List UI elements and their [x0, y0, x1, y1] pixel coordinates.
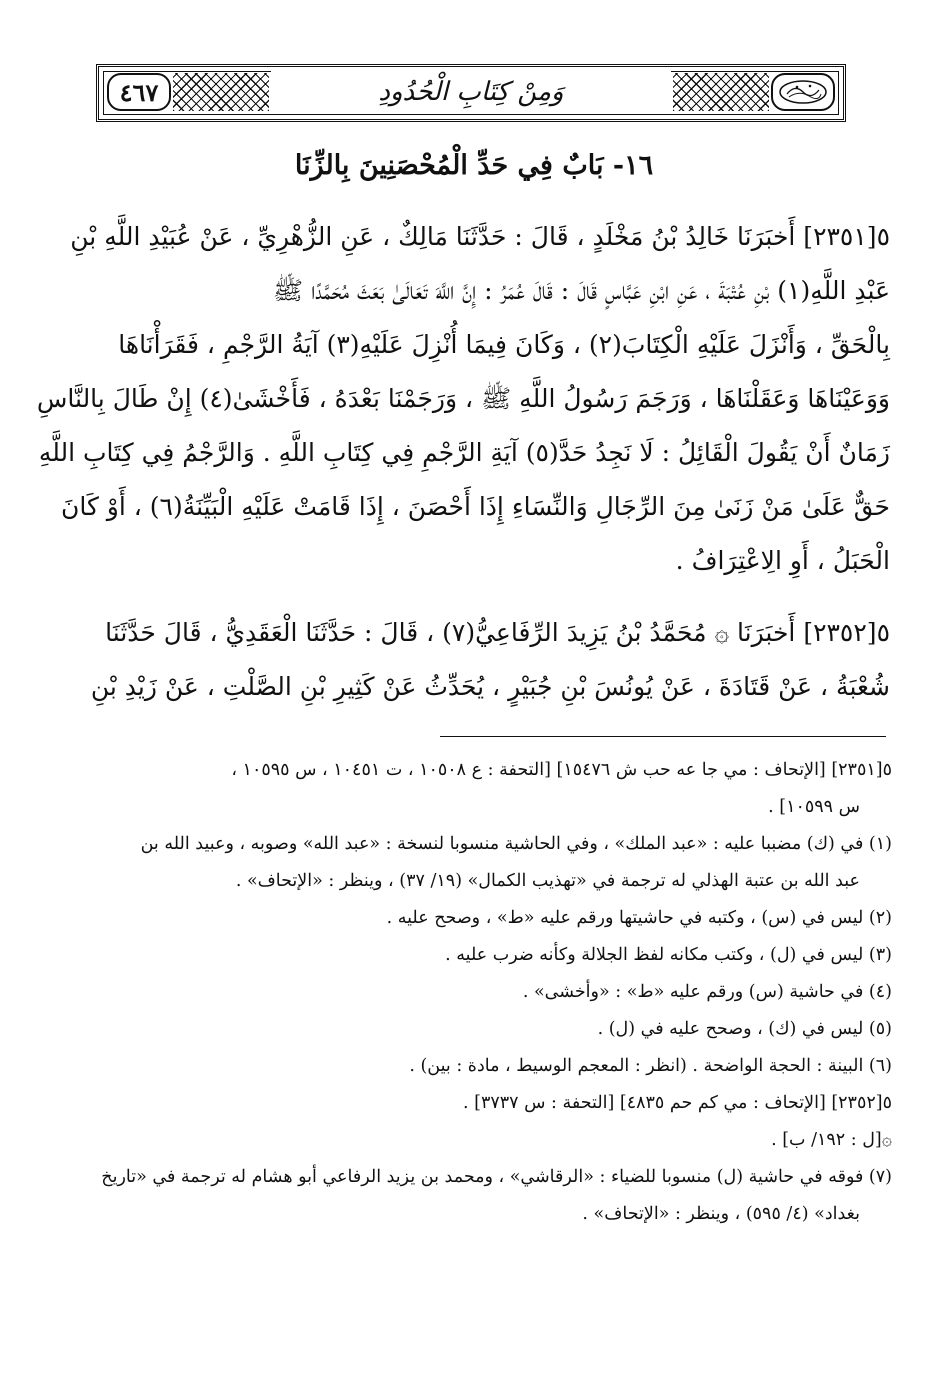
footnote-line: ٥[٢٣٥٢] [الإتحاف : مي كم حم ٤٨٣٥] [التحفة : س ٣٧٣٧] . [463, 1093, 892, 1113]
hadith-line: وَوَعَيْنَاهَا وَعَقَلْنَاهَا ، وَرَجَمَ رَسُولُ اللَّهِ ﷺ ، وَرَجَمْنَا بَعْدَهُ ، فَأَخْشَىٰ(٤) إِنْ طَالَ بِالنَّاسِ [36, 384, 890, 413]
hadith-line: شُعْبَةُ ، عَنْ قَتَادَةَ ، عَنْ يُونُسَ بْنِ جُبَيْرٍ ، يُحَدِّثُ عَنْ كَثِيرِ بْنِ الصَّلْتِ ، عَنْ زَيْدِ بْنِ [90, 672, 890, 701]
hadith-line: بِالْحَقِّ ، وَأَنْزَلَ عَلَيْهِ الْكِتَابَ(٢) ، وَكَانَ فِيمَا أُنْزِلَ عَلَيْهِ(٣) آيَةُ الرَّجْمِ ، فَقَرَأْنَاهَا [118, 330, 890, 359]
seal-logo-icon [777, 78, 829, 106]
footnote-divider [440, 736, 886, 737]
hadith-2352 [90, 606, 890, 714]
hadith-line: ٥[٢٣٥٢] أَخبَرَنَا ۞ مُحَمَّدُ بْنُ يَزِيدَ الرِّفَاعِيُّ(٧) ، قَالَ : حَدَّثَنَا الْعَقَدِيُّ ، قَالَ حَدَّثَنَا [105, 618, 890, 647]
page-number: ٤٦٧ [107, 73, 171, 111]
publisher-seal-logo [771, 73, 835, 111]
header-ornament-left [173, 73, 269, 111]
footnotes [86, 752, 892, 1233]
header-ornament-right [673, 73, 769, 111]
chapter-heading: ١٦- بَابٌ فِي حَدِّ الْمُحْصَنِينَ بِالزِّنَا [294, 150, 654, 181]
footnote-line: عبد الله بن عتبة الهذلي له ترجمة في «تهذيب الكمال» (١٩/ ٣٧) ، وينظر : «الإتحاف» . [235, 871, 860, 891]
hadith-2351 [36, 210, 890, 588]
footnote-line: (٧) فوقه في حاشية (ل) منسوبا للضياء : «الرقاشي» ، ومحمد بن يزيد الرفاعي أبو هشام له ترجمة في «تاريخ [101, 1167, 892, 1187]
hadith-line: حَقٌّ عَلَىٰ مَنْ زَنَىٰ مِنَ الرِّجَالِ وَالنِّسَاءِ إِذَا أَحْصَنَ ، إِذَا قَامَتْ عَلَيْهِ الْبَيِّنَةُ(٦) ، أَوْ كَانَ [60, 492, 890, 521]
footnote-line: بغداد» (٤/ ٥٩٥) ، وينظر : «الإتحاف» . [582, 1204, 860, 1224]
footnote-line: س ١٠٥٩٩] . [768, 797, 860, 817]
section-title: وَمِنْ كِتَابِ الْحُدُودِ [271, 70, 671, 114]
page-header [96, 64, 846, 122]
hadith-line: ٥[٢٣٥١] أَخبَرَنَا خَالِدُ بْنُ مَخْلَدٍ ، قَالَ : حَدَّثَنَا مَالِكٌ ، عَنِ الزُّهْرِيِّ ، عَنْ عُبَيْدِ اللَّهِ بْنِ [70, 222, 890, 251]
hadith-line: زَمَانٌ أَنْ يَقُولَ الْقَائِلُ : لَا نَجِدُ حَدَّ(٥) آيَةِ الرَّجْمِ فِي كِتَابِ اللَّهِ . وَالرَّجْمُ فِي كِتَابِ اللَّهِ [38, 438, 890, 467]
footnote-line: (٤) في حاشية (س) ورقم عليه «ط» : «وأخشى» . [522, 982, 892, 1002]
footnote-line: ۞[ل : ١٩٢/ ب] . [771, 1130, 892, 1150]
footnote-line: (٣) ليس في (ل) ، وكتب مكانه لفظ الجلالة وكأنه ضرب عليه . [445, 945, 892, 965]
footnote-line: (٦) البينة : الحجة الواضحة . (انظر : المعجم الوسيط ، مادة : بين) . [409, 1056, 892, 1076]
footnote-line: (١) في (ك) مضببا عليه : «عبد الملك» ، وفي الحاشية منسوبا لنسخة : «عبد الله» وصوبه ، وعبيد الله بن [140, 834, 892, 854]
footnote-line: ٥[٢٣٥١] [الإتحاف : مي جا عه حب ش ١٥٤٧٦] [التحفة : ع ١٠٥٠٨ ، ت ١٠٤٥١ ، س ١٠٥٩٥ ، [231, 760, 892, 780]
hadith-line: عَبْدِ اللَّهِ(١) بْنِ عُتْبَةَ ، عَنِ ابْنِ عَبَّاسٍ قَالَ : قَالَ عُمَرُ : إِنَّ اللَّهَ تَعَالَىٰ بَعَثَ مُحَمَّدًا ﷺ [272, 276, 890, 305]
footnote-line: (٢) ليس في (س) ، وكتبه في حاشيتها ورقم عليه «ط» ، وصحح عليه . [386, 908, 892, 928]
footnote-line: (٥) ليس في (ك) ، وصحح عليه في (ل) . [597, 1019, 892, 1039]
hadith-line: الْحَبَلُ ، أَوِ الِاعْتِرَافُ . [675, 546, 890, 575]
